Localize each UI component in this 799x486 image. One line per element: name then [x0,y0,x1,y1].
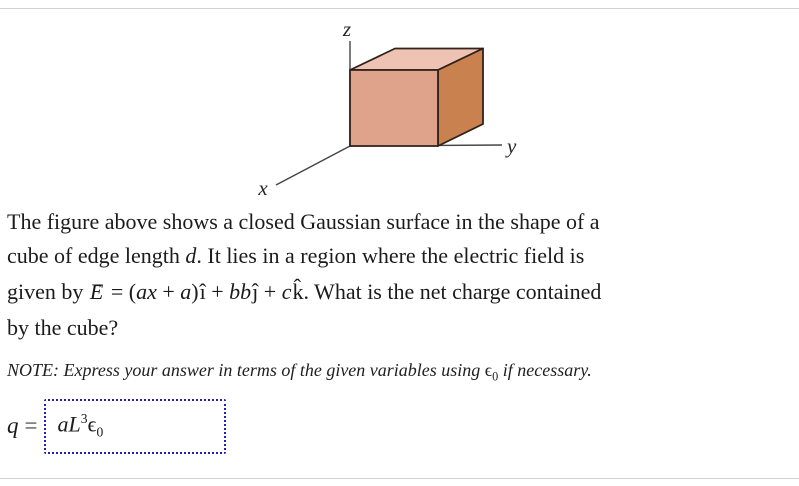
cube-figure [250,14,530,196]
problem-text [7,205,601,345]
x-axis-label: x [258,176,268,196]
E-vector: E → [89,275,105,309]
equals-sign: = [24,413,38,438]
variable-b: b [240,279,252,304]
variable-c: c [281,279,292,304]
problem-line-2: cube of edge length d. It lies in a region where the electric field is [7,243,585,268]
problem-line-1: The figure above shows a closed Gaussian surface in the shape of a [7,209,600,234]
bottom-divider [0,478,799,479]
epsilon-zero-symbol: ϵ [87,411,97,437]
problem-line-4: by the cube? [7,315,119,340]
problem-line-3: given by E → = (ax + a)î + bbĵ + ck̂. What is the net charge contained [7,273,601,311]
i-hat-unit-vector: î [199,279,206,304]
y-axis-label: y [507,134,517,158]
answer-value: $aL^3\epsilon_0$ [57,411,104,440]
j-hat-unit-vector: ĵ [252,279,259,304]
answer-row [7,397,226,455]
variable-b: b [229,279,241,304]
x-axis [276,146,350,185]
k-hat-unit-vector: k̂ [292,279,304,304]
variable-ax: ax [136,279,157,304]
note-text: NOTE: Express your answer in terms of the given variables using $\epsilon_0$ if necessary. [7,360,592,384]
top-divider [0,8,799,9]
variable-d: d [185,243,197,268]
variable-a: a [180,279,192,304]
answer-variable-q: q [7,413,19,438]
cube-front-face [350,70,438,146]
epsilon-zero-symbol: ϵ [484,360,493,380]
z-axis-label: z [342,17,352,41]
answer-input[interactable] [44,399,226,454]
